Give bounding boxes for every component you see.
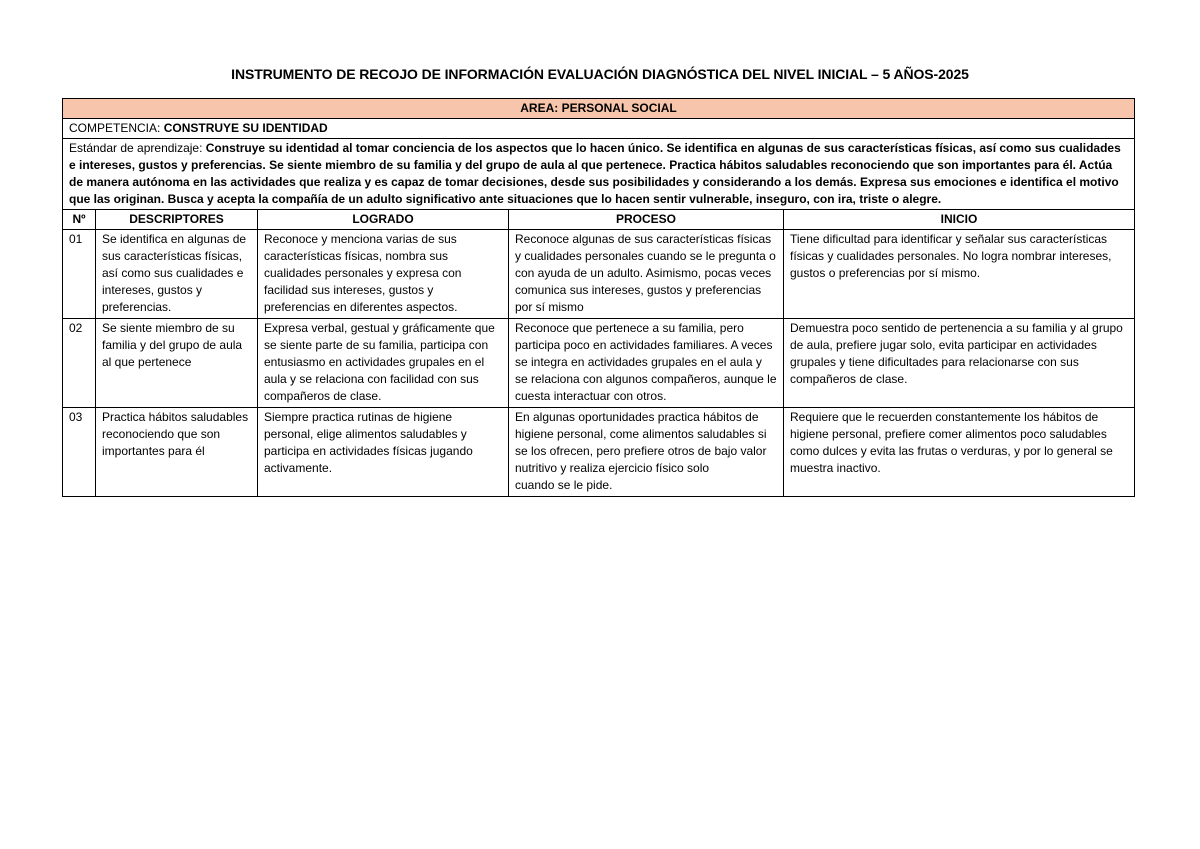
competencia-row (63, 119, 1135, 139)
competencia-cell (63, 119, 1135, 139)
header-proceso: PROCESO (509, 210, 784, 230)
row-logrado: Expresa verbal, gestual y gráficamente que se siente parte de su familia, participa con entusiasmo en actividades grupales en el aula y se relaciona con facilidad con sus compañeros de clase. (258, 319, 509, 408)
row-logrado: Reconoce y menciona varias de sus características físicas, nombra sus cualidades personales y expresa con facilidad sus intereses, gustos y preferencias en diferentes aspectos. (258, 230, 509, 319)
estandar-cell (63, 139, 1135, 210)
header-logrado: LOGRADO (258, 210, 509, 230)
table-row (63, 230, 1135, 319)
evaluation-table (62, 98, 1135, 497)
table-row (63, 319, 1135, 408)
row-proceso-line: En algunas oportunidades practica hábitos de higiene personal, come alimentos saludables si se los ofrecen, pero prefiere otros de bajo valor nutritivo y realiza ejercicio físico solo (515, 410, 767, 475)
row-num: 03 (63, 408, 96, 497)
row-inicio: Demuestra poco sentido de pertenencia a su familia y al grupo de aula, prefiere jugar solo, evita participar en actividades grupales y tiene dificultades para relacionarse con sus compañeros de clase. (784, 319, 1135, 408)
header-inicio: INICIO (784, 210, 1135, 230)
header-row (63, 210, 1135, 230)
row-logrado: Siempre practica rutinas de higiene personal, elige alimentos saludables y participa en actividades físicas jugando activamente. (258, 408, 509, 497)
header-num: Nº (63, 210, 96, 230)
document-title: INSTRUMENTO DE RECOJO DE INFORMACIÓN EVALUACIÓN DIAGNÓSTICA DEL NIVEL INICIAL – 5 AÑOS-2025 (231, 66, 969, 82)
row-descriptor: Se identifica en algunas de sus características físicas, así como sus cualidades e intereses, gustos y preferencias. (96, 230, 258, 319)
estandar-row (63, 139, 1135, 210)
area-row (63, 99, 1135, 119)
table-row (63, 408, 1135, 497)
header-descriptores: DESCRIPTORES (96, 210, 258, 230)
row-inicio: Tiene dificultad para identificar y señalar sus características físicas y cualidades personales. No logra nombrar intereses, gustos o preferencias por sí mismo. (784, 230, 1135, 319)
row-num: 02 (63, 319, 96, 408)
row-descriptor: Practica hábitos saludables reconociendo que son importantes para él (96, 408, 258, 497)
area-label: AREA: PERSONAL SOCIAL (63, 99, 1135, 119)
row-proceso-line: cuando se le pide. (515, 478, 613, 492)
row-proceso (509, 408, 784, 497)
estandar-label: Estándar de aprendizaje: (69, 141, 206, 155)
row-descriptor: Se siente miembro de su familia y del grupo de aula al que pertenece (96, 319, 258, 408)
row-inicio: Requiere que le recuerden constantemente los hábitos de higiene personal, prefiere comer alimentos poco saludables como dulces y evita las frutas o verduras, y por lo general se muestra inactivo. (784, 408, 1135, 497)
row-proceso: Reconoce que pertenece a su familia, pero participa poco en actividades familiares. A veces se integra en actividades grupales en el aula y se relaciona con algunos compañeros, aunque le cuesta interactuar con otros. (509, 319, 784, 408)
estandar-text: Construye su identidad al tomar conciencia de los aspectos que lo hacen único. Se identifica en algunas de sus características físicas, así como sus cualidades e intereses, gustos y preferencias. Se siente miembro de su familia y del grupo de aula al que pertenece. Practica hábitos saludables reconociendo que son importantes para él. Actúa de manera autónoma en las actividades que realiza y es capaz de tomar decisiones, desde sus posibilidades y considerando a los demás. Expresa sus emociones e identifica el motivo que las originan. Busca y acepta la compañía de un adulto significativo ante situaciones que lo hacen sentir vulnerable, inseguro, con ira, triste o alegre. (69, 141, 1121, 206)
row-num: 01 (63, 230, 96, 319)
row-proceso: Reconoce algunas de sus características físicas y cualidades personales cuando se le pregunta o con ayuda de un adulto. Asimismo, pocas veces comunica sus intereses, gustos y preferencias por sí mismo (509, 230, 784, 319)
competencia-label: COMPETENCIA: (69, 121, 164, 135)
competencia-value: CONSTRUYE SU IDENTIDAD (163, 121, 328, 135)
